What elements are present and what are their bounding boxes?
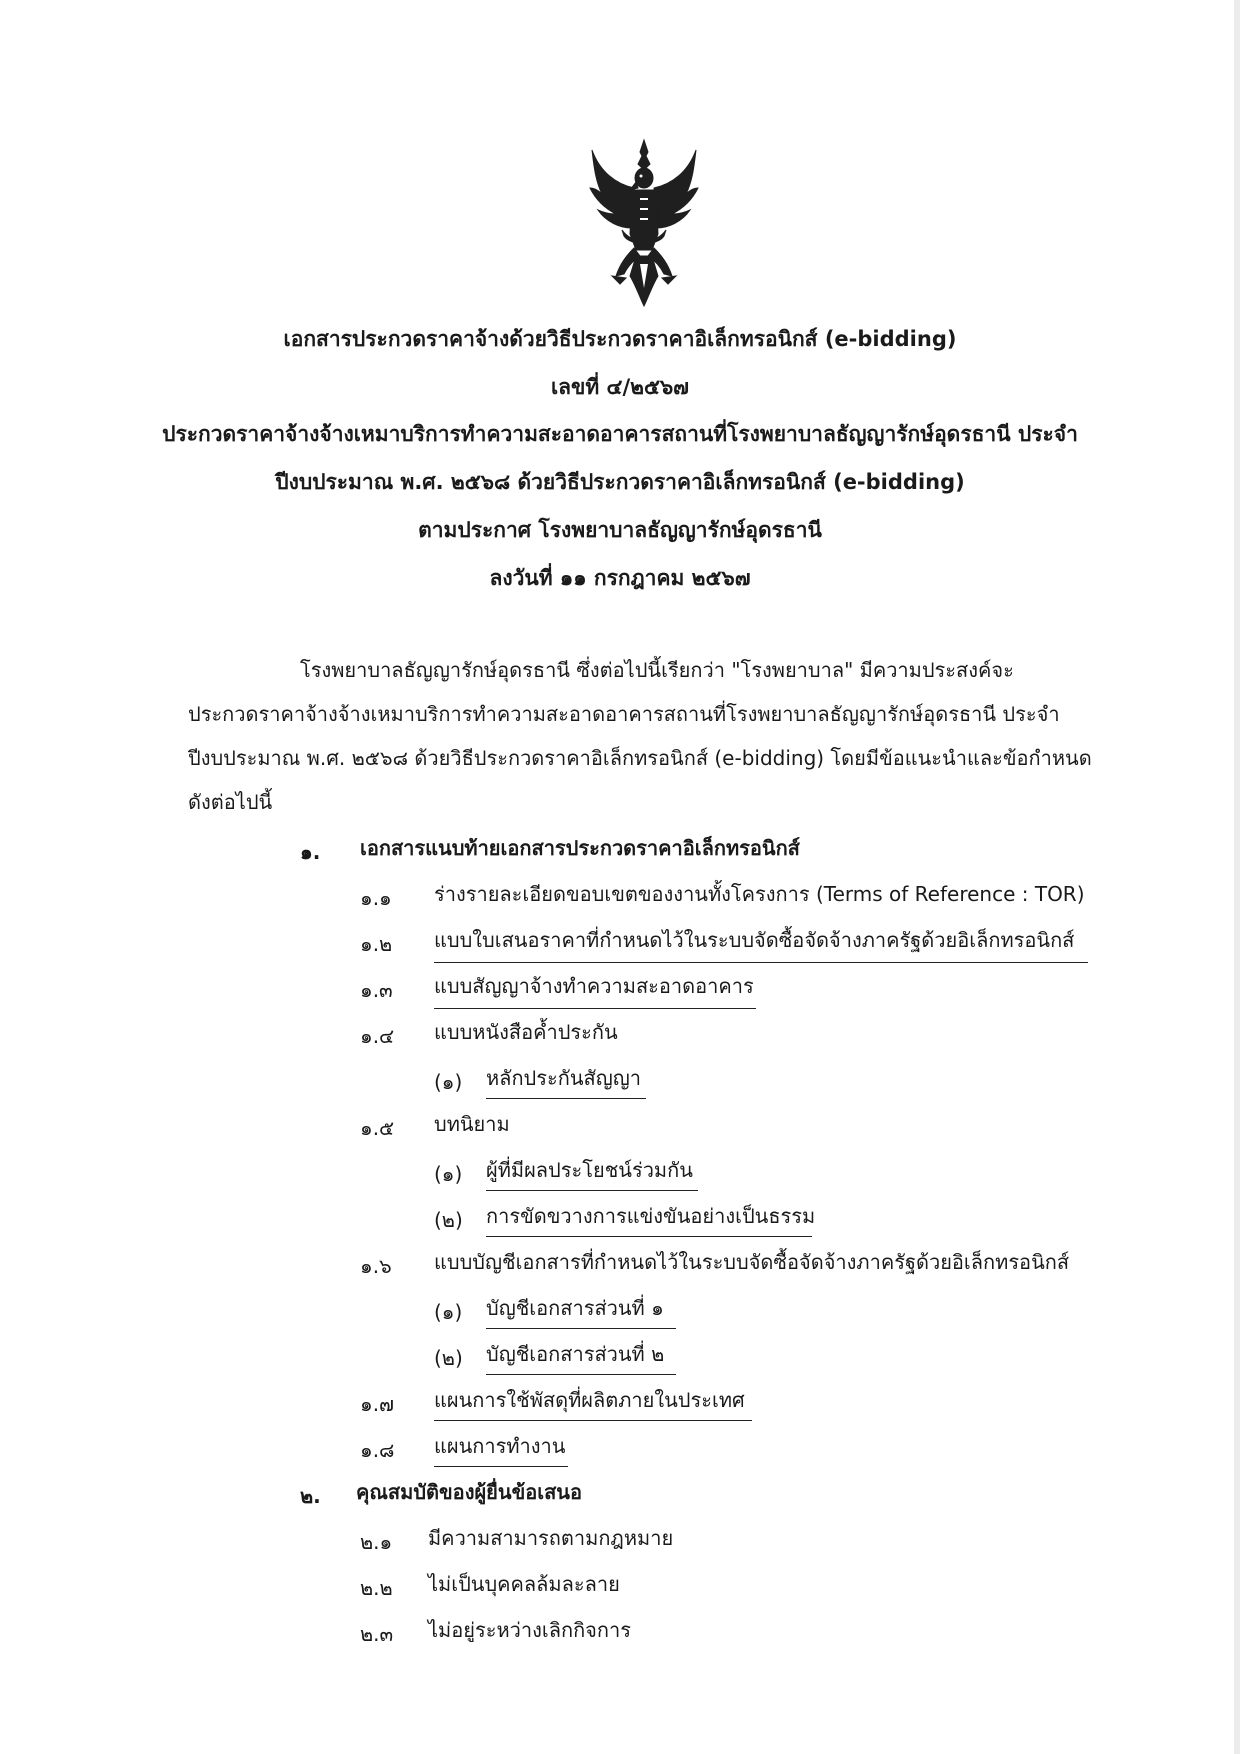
item-number: ๑.๖ <box>360 1254 392 1278</box>
sub-item: การขัดขวางการแข่งขันอย่างเป็นธรรม <box>486 1204 816 1228</box>
list-item: บทนิยาม <box>434 1112 510 1136</box>
list-item: แบบใบเสนอราคาที่กำหนดไว้ในระบบจัดซื้อจัดจ้างภาครัฐด้วยอิเล็กทรอนิกส์ <box>434 928 1075 952</box>
item-number: ๑.๓ <box>360 978 393 1002</box>
sub-item: ผู้ที่มีผลประโยชน์ร่วมกัน <box>486 1158 693 1182</box>
sub-item: หลักประกันสัญญา <box>486 1066 642 1090</box>
item-number: ๒.๑ <box>360 1530 393 1554</box>
project-title-line1: ประกวดราคาจ้างจ้างเหมาบริการทำความสะอาดอาคารสถานที่โรงพยาบาลธัญญารักษ์อุดรธานี ประจำ <box>162 422 1078 446</box>
list-item: ร่างรายละเอียดขอบเขตของงานทั้งโครงการ (Terms of Reference : TOR) <box>434 882 1085 906</box>
announcement-ref: ตามประกาศ โรงพยาบาลธัญญารักษ์อุดรธานี <box>418 518 822 542</box>
underline <box>434 1420 752 1421</box>
item-number: ๑.๔ <box>360 1024 395 1048</box>
underline <box>434 1466 568 1467</box>
garuda-emblem-icon <box>586 138 702 308</box>
section-number: ๒. <box>300 1484 321 1508</box>
section-title: คุณสมบัติของผู้ยื่นข้อเสนอ <box>356 1480 582 1504</box>
announcement-date: ลงวันที่ ๑๑ กรกฎาคม ๒๕๖๗ <box>489 566 751 590</box>
document-title: เอกสารประกวดราคาจ้างด้วยวิธีประกวดราคาอิเล็กทรอนิกส์ (e-bidding) <box>283 327 957 351</box>
item-number: ๑.๑ <box>360 886 392 910</box>
intro-line: ประกวดราคาจ้างจ้างเหมาบริการทำความสะอาดอาคารสถานที่โรงพยาบาลธัญญารักษ์อุดรธานี ประจำ <box>188 702 1060 726</box>
section-title: เอกสารแนบท้ายเอกสารประกวดราคาอิเล็กทรอนิกส์ <box>360 836 800 860</box>
underline <box>486 1374 676 1375</box>
item-number: ๑.๕ <box>360 1116 395 1140</box>
sub-item: บัญชีเอกสารส่วนที่ ๑ <box>486 1296 664 1320</box>
sub-item: บัญชีเอกสารส่วนที่ ๒ <box>486 1342 665 1366</box>
underline <box>434 1008 756 1009</box>
item-number: ๑.๒ <box>360 932 393 956</box>
sub-item-number: (๒) <box>434 1346 463 1370</box>
underline <box>486 1190 698 1191</box>
intro-line: ปีงบประมาณ พ.ศ. ๒๕๖๘ ด้วยวิธีประกวดราคาอิเล็กทรอนิกส์ (e-bidding) โดยมีข้อแนะนำและข้อกำหนด <box>188 746 1092 770</box>
underline <box>486 1328 676 1329</box>
item-number: ๒.๒ <box>360 1576 393 1600</box>
sub-item-number: (๑) <box>434 1070 463 1094</box>
sub-item-number: (๒) <box>434 1208 463 1232</box>
project-title-line2: ปีงบประมาณ พ.ศ. ๒๕๖๘ ด้วยวิธีประกวดราคาอิเล็กทรอนิกส์ (e-bidding) <box>275 470 965 494</box>
sub-item-number: (๑) <box>434 1300 463 1324</box>
document-number: เลขที่ ๔/๒๕๖๗ <box>551 375 689 399</box>
list-item: มีความสามารถตามกฎหมาย <box>428 1526 674 1550</box>
item-number: ๑.๘ <box>360 1438 395 1462</box>
section-number: ๑. <box>300 840 321 864</box>
item-number: ๒.๓ <box>360 1622 394 1646</box>
scan-edge <box>1234 0 1240 1754</box>
item-number: ๑.๗ <box>360 1392 395 1416</box>
underline <box>434 962 1088 963</box>
list-item: แบบบัญชีเอกสารที่กำหนดไว้ในระบบจัดซื้อจัดจ้างภาครัฐด้วยอิเล็กทรอนิกส์ <box>434 1250 1070 1274</box>
list-item: แบบหนังสือค้ำประกัน <box>434 1020 618 1044</box>
sub-item-number: (๑) <box>434 1162 463 1186</box>
list-item: แบบสัญญาจ้างทำความสะอาดอาคาร <box>434 974 754 998</box>
list-item: ไม่เป็นบุคคลล้มละลาย <box>428 1572 620 1596</box>
underline <box>486 1236 812 1237</box>
intro-line: ดังต่อไปนี้ <box>188 790 273 814</box>
intro-line: โรงพยาบาลธัญญารักษ์อุดรธานี ซึ่งต่อไปนี้เรียกว่า "โรงพยาบาล" มีความประสงค์จะ <box>300 658 1014 682</box>
list-item: แผนการใช้พัสดุที่ผลิตภายในประเทศ <box>434 1388 745 1412</box>
list-item: ไม่อยู่ระหว่างเลิกกิจการ <box>428 1618 631 1642</box>
list-item: แผนการทำงาน <box>434 1434 566 1458</box>
underline <box>486 1098 646 1099</box>
